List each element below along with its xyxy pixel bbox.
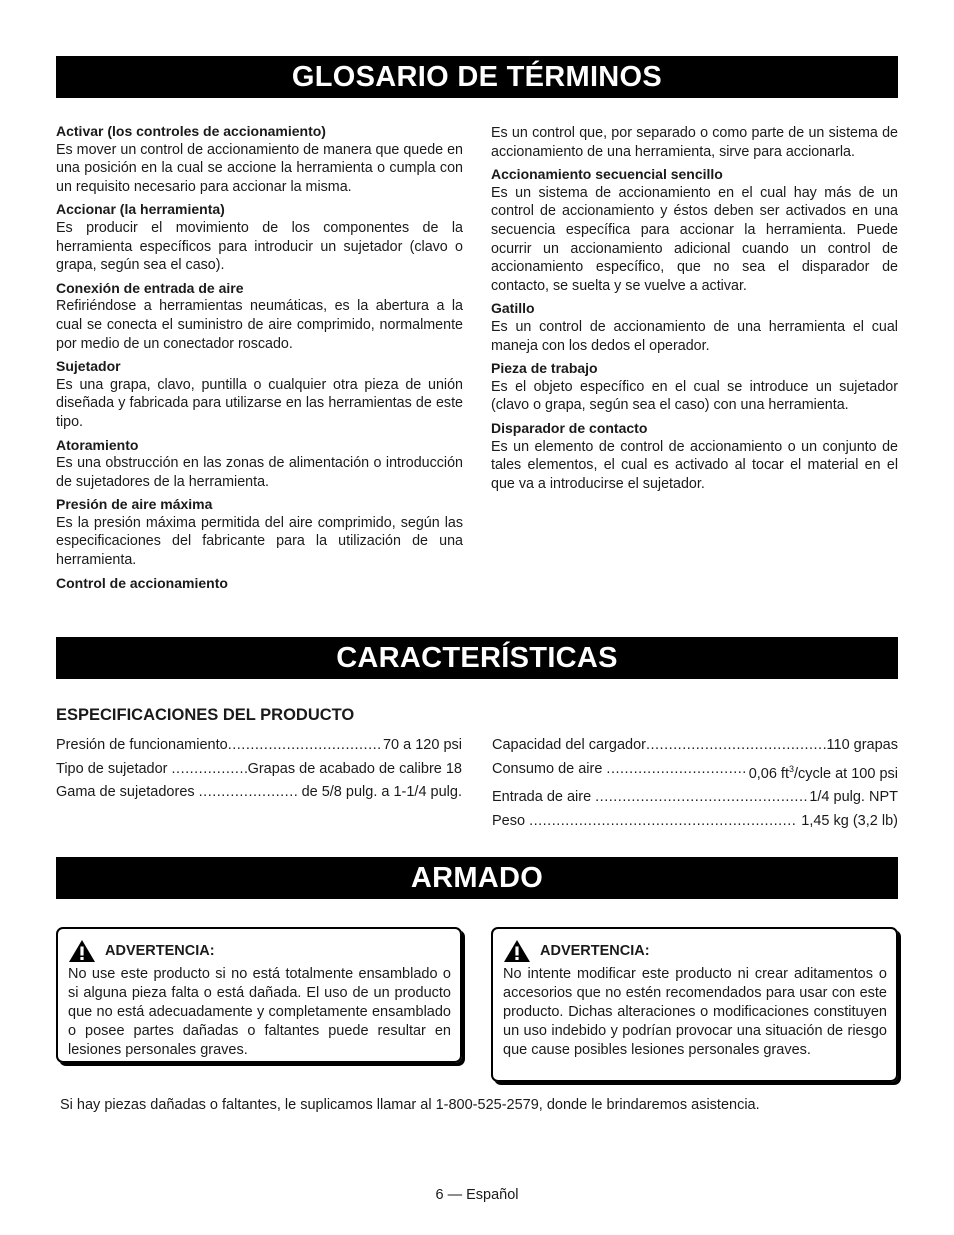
leader-dots xyxy=(199,781,298,805)
leader-dots xyxy=(606,758,744,786)
glossary-entry xyxy=(56,436,463,492)
glossary-banner: GLOSARIO DE TÉRMINOS xyxy=(56,56,898,98)
glossary-left-column xyxy=(56,122,463,592)
leader-dots xyxy=(646,734,827,758)
spec-value: 1/4 pulg. NPT xyxy=(809,789,898,806)
spec-label: Peso xyxy=(492,812,526,829)
spec-value: 0,06 $ft^3$/cycle at 100 psi xyxy=(748,763,898,782)
spec-list-left xyxy=(56,734,462,805)
warning-heading: ADVERTENCIA: xyxy=(540,942,650,959)
warning-triangle-icon xyxy=(68,939,96,963)
glossary-term: Conexión de entrada de aire xyxy=(56,279,244,296)
glossary-definition: Es producir el movimiento de los componentes de la herramienta específicos para introducir un sujetador (clavo o grapa, según sea el caso). xyxy=(56,219,463,274)
glossary-entry xyxy=(491,419,898,493)
glossary-definition: Es un sistema de accionamiento en el cual hay más de un control de accionamiento y éstos deben ser activados en una secuencia específica para accionar la herramienta. Puede ocurrir un accionamiento adicional cuando un control de accionamiento específico, que no sea el disparador de contacto, se suelta y se vuelve a activar. xyxy=(491,184,898,294)
spec-row xyxy=(56,781,462,805)
glossary-definition: Es una obstrucción en las zonas de alimentación o introducción de sujetadores de la herramienta. xyxy=(56,455,463,490)
glossary-entry xyxy=(491,165,898,295)
glossary-entry xyxy=(491,359,898,415)
glossary-entry xyxy=(56,200,463,274)
assistance-note: Si hay piezas dañadas o faltantes, le suplicamos llamar al 1-800-525-2579, donde le brindaremos asistencia. xyxy=(60,1097,760,1113)
spec-row xyxy=(56,734,462,758)
leader-dots xyxy=(228,734,383,758)
features-banner: CARACTERÍSTICAS xyxy=(56,637,898,679)
glossary-term: Accionamiento secuencial sencillo xyxy=(491,166,723,183)
glossary-definition: Es una grapa, clavo, puntilla o cualquier otra pieza de unión diseñada y fabricada para utilizarse en las herramientas de este tipo. xyxy=(56,376,463,430)
spec-list-right xyxy=(492,734,898,833)
warning-header xyxy=(503,939,887,963)
glossary-term: Accionar (la herramienta) xyxy=(56,201,225,218)
glossary-right-column xyxy=(491,124,898,493)
glossary-term: Disparador de contacto xyxy=(491,419,648,436)
glossary-definition: Es un control de accionamiento de una herramienta el cual maneja con los dedos el operador. xyxy=(491,318,898,354)
glossary-entry xyxy=(56,279,463,353)
spec-value: 1,45 kg (3,2 lb) xyxy=(801,812,898,829)
glossary-definition: Es mover un control de accionamiento de manera que quede en una posición en la cual se accione la herramienta o cumpla con un requisito necesario para accionar la misma. xyxy=(56,141,463,195)
warning-heading: ADVERTENCIA: xyxy=(105,942,215,959)
spec-row xyxy=(492,758,898,786)
glossary-term: Pieza de trabajo xyxy=(491,360,598,377)
glossary-entry xyxy=(56,574,463,593)
spec-value: Grapas de acabado de calibre 18 xyxy=(247,760,462,777)
page-number: 6 — Español xyxy=(435,1187,519,1203)
glossary-entry xyxy=(56,495,463,569)
warning-triangle-icon xyxy=(503,939,531,963)
spec-value: 110 grapas xyxy=(826,737,898,753)
spec-value: de 5/8 pulg. a 1-1/4 pulg. xyxy=(301,784,462,801)
spec-label: Tipo de sujetador xyxy=(56,760,168,777)
leader-dots xyxy=(529,810,797,834)
spec-row xyxy=(56,758,462,782)
assembly-banner: ARMADO xyxy=(56,857,898,899)
spec-label: Gama de sujetadores xyxy=(56,784,195,801)
spec-label: Entrada de aire xyxy=(492,789,592,806)
spec-heading: ESPECIFICACIONES DEL PRODUCTO xyxy=(56,706,355,724)
glossary-definition-continued: Es un control que, por separado o como parte de un sistema de accionamiento de una herramienta, sirve para accionarla. xyxy=(491,125,898,160)
warning-box xyxy=(56,927,462,1063)
spec-value: 70 a 120 psi xyxy=(382,737,462,753)
glossary-term: Gatillo xyxy=(491,300,535,317)
warning-header xyxy=(68,939,451,963)
glossary-definition: Refiriéndose a herramientas neumáticas, es la abertura a la cual se conecta el suministro de aire comprimido, normalmente por medio de un conectador roscado. xyxy=(56,298,463,352)
glossary-term: Activar (los controles de accionamiento) xyxy=(56,123,326,139)
warning-text: No use este producto si no está totalmente ensamblado o si alguna pieza falta o está dañada. El uso de un producto que no está adecuadamente y completamente ensamblado o posee partes dañadas o faltantes puede resultar en lesiones personales graves. xyxy=(68,966,451,1058)
glossary-definition: Es el objeto específico en el cual se introduce un sujetador (clavo o grapa, según sea el caso) con una herramienta. xyxy=(491,378,898,414)
spec-label: Consumo de aire xyxy=(492,760,603,777)
spec-row xyxy=(492,734,898,758)
glossary-entry xyxy=(56,357,463,431)
spec-label: Presión de funcionamiento xyxy=(56,737,228,753)
glossary-term: Sujetador xyxy=(56,358,121,375)
warning-text: No intente modificar este producto ni crear aditamentos o accesorios que no estén recomendados para usar con este producto. Dichas alteraciones o modificaciones constituyen un uso indebido y podrían provocar una situación de riesgo que cause posibles lesiones personales graves. xyxy=(503,966,887,1058)
leader-dots xyxy=(595,786,809,810)
glossary-term: Atoramiento xyxy=(56,436,139,453)
glossary-entry xyxy=(491,299,898,355)
glossary-definition: Es un elemento de control de accionamiento o un conjunto de tales elementos, el cual es activado al tocar el material en el que va a introducirse el sujetador. xyxy=(491,438,898,492)
glossary-entry xyxy=(56,122,463,196)
glossary-term: Control de accionamiento xyxy=(56,574,228,591)
spec-row xyxy=(492,786,898,810)
spec-label: Capacidad del cargador xyxy=(492,737,646,753)
warning-box xyxy=(491,927,898,1082)
spec-row xyxy=(492,810,898,834)
glossary-definition: Es la presión máxima permitida del aire comprimido, según las especificaciones del fabricante para la utilización de una herramienta. xyxy=(56,514,463,569)
glossary-term: Presión de aire máxima xyxy=(56,496,213,513)
leader-dots xyxy=(172,758,248,782)
